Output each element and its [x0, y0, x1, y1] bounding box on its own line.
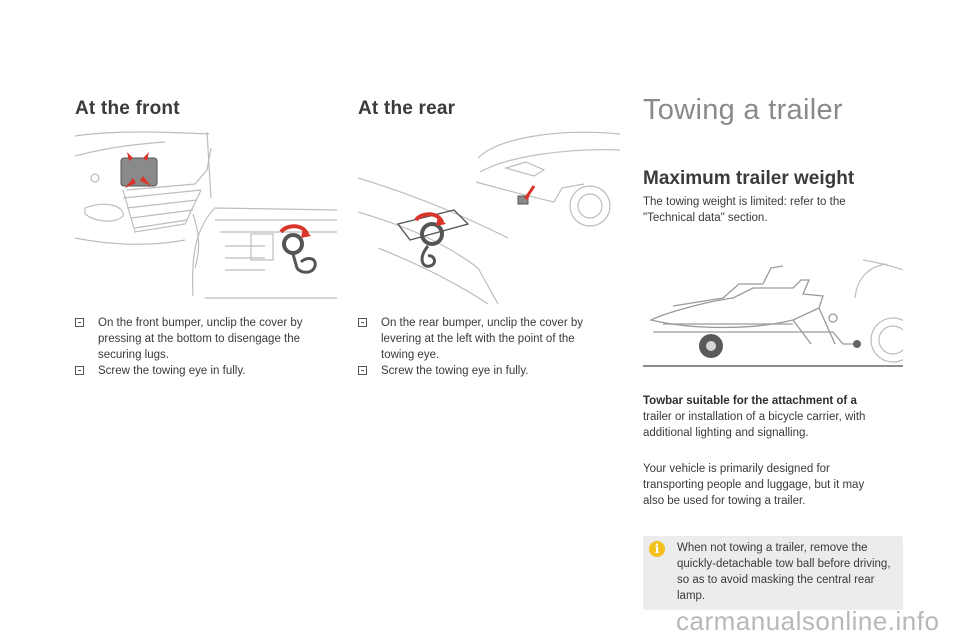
vehicle-paragraph: Your vehicle is primarily designed for transporting people and luggage, but it may also be used for towing a trailer.: [643, 463, 865, 507]
rear-bumper-illustration: [358, 128, 620, 304]
checkbox-icon: [75, 318, 84, 327]
checkbox-icon: [358, 366, 367, 375]
front-instructions: [75, 315, 325, 379]
watermark: carmanualsonline.info: [676, 606, 940, 636]
towbar-rest: trailer or installation of a bicycle carrier, with additional lighting and signalling.: [643, 411, 866, 439]
rear-step-2: Screw the towing eye in fully.: [358, 363, 608, 379]
towing-eye-ring: [284, 235, 302, 253]
info-text: When not towing a trailer, remove the quickly-detachable tow ball before driving, so as to avoid masking the central rear lamp.: [677, 542, 891, 602]
rear-step-1: On the rear bumper, unclip the cover by levering at the left with the point of the towing eye.: [358, 315, 608, 363]
towbar-lead: Towbar suitable for the attachment of a: [643, 395, 857, 407]
rear-instructions: [358, 315, 608, 379]
towbar-paragraph: [643, 393, 888, 441]
max-weight-subtitle: Maximum trailer weight: [643, 168, 855, 189]
info-note: [643, 536, 903, 610]
checkbox-icon: [358, 318, 367, 327]
front-step-2: Screw the towing eye in fully.: [75, 363, 325, 379]
front-heading: At the front: [75, 98, 180, 119]
front-bumper-illustration: [75, 128, 337, 304]
jetski-trailer-illustration: [643, 258, 903, 370]
weight-text: The towing weight is limited: refer to the "Technical data" section.: [643, 196, 846, 224]
towing-eye-hook: [293, 254, 315, 272]
front-step-1: On the front bumper, unclip the cover by pressing at the bottom to disengage the securing lugs.: [75, 315, 325, 363]
rear-heading: At the rear: [358, 98, 456, 119]
checkbox-icon: [75, 366, 84, 375]
front-cover-part: [121, 158, 157, 186]
towing-title: Towing a trailer: [643, 94, 843, 126]
info-icon: i: [649, 541, 665, 557]
